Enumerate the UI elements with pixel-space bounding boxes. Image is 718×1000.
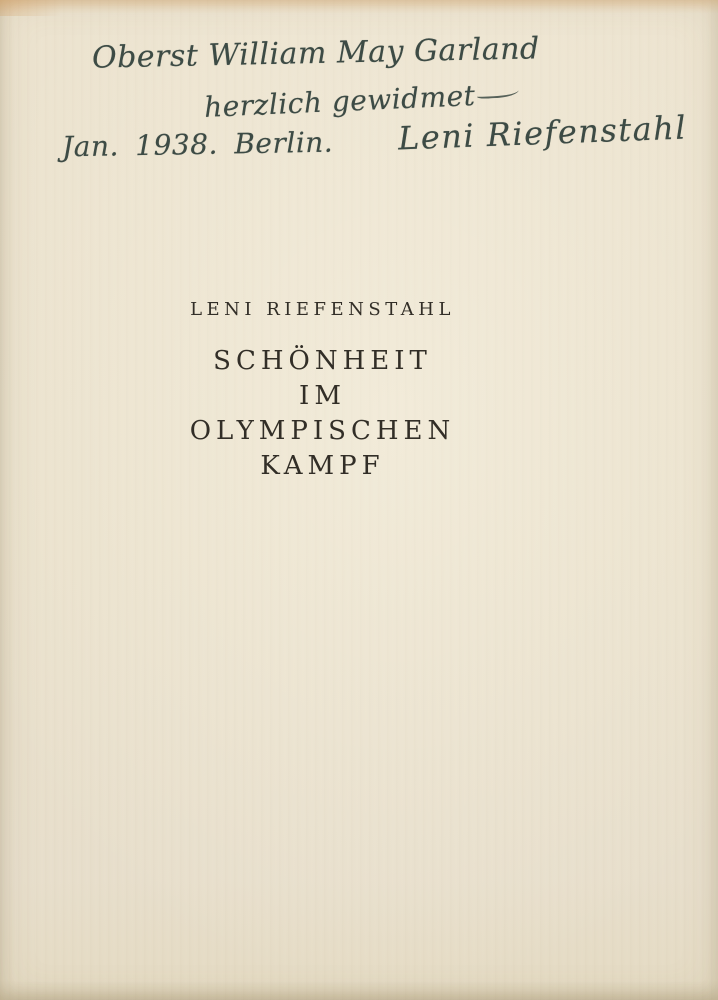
inscription-date-place: Jan. 1938. Berlin. xyxy=(61,125,334,164)
book-title-line-1: SCHÖNHEIT xyxy=(213,346,432,376)
inscription-dedication-text: herzlich gewidmet xyxy=(203,79,477,124)
book-title-line-3: OLYMPISCHEN xyxy=(189,416,456,446)
printed-title-block xyxy=(0,299,645,484)
author-name: LENI RIEFENSTAHL xyxy=(190,299,455,320)
pen-flourish xyxy=(477,85,519,99)
book-title-line-4: KAMPF xyxy=(260,451,385,481)
author-signature: Leni Riefenstahl xyxy=(397,108,688,158)
book-title xyxy=(0,344,645,484)
book-title-line-2: IM xyxy=(299,381,346,411)
inscription-dedicatee: Oberst William May Garland xyxy=(91,31,541,76)
